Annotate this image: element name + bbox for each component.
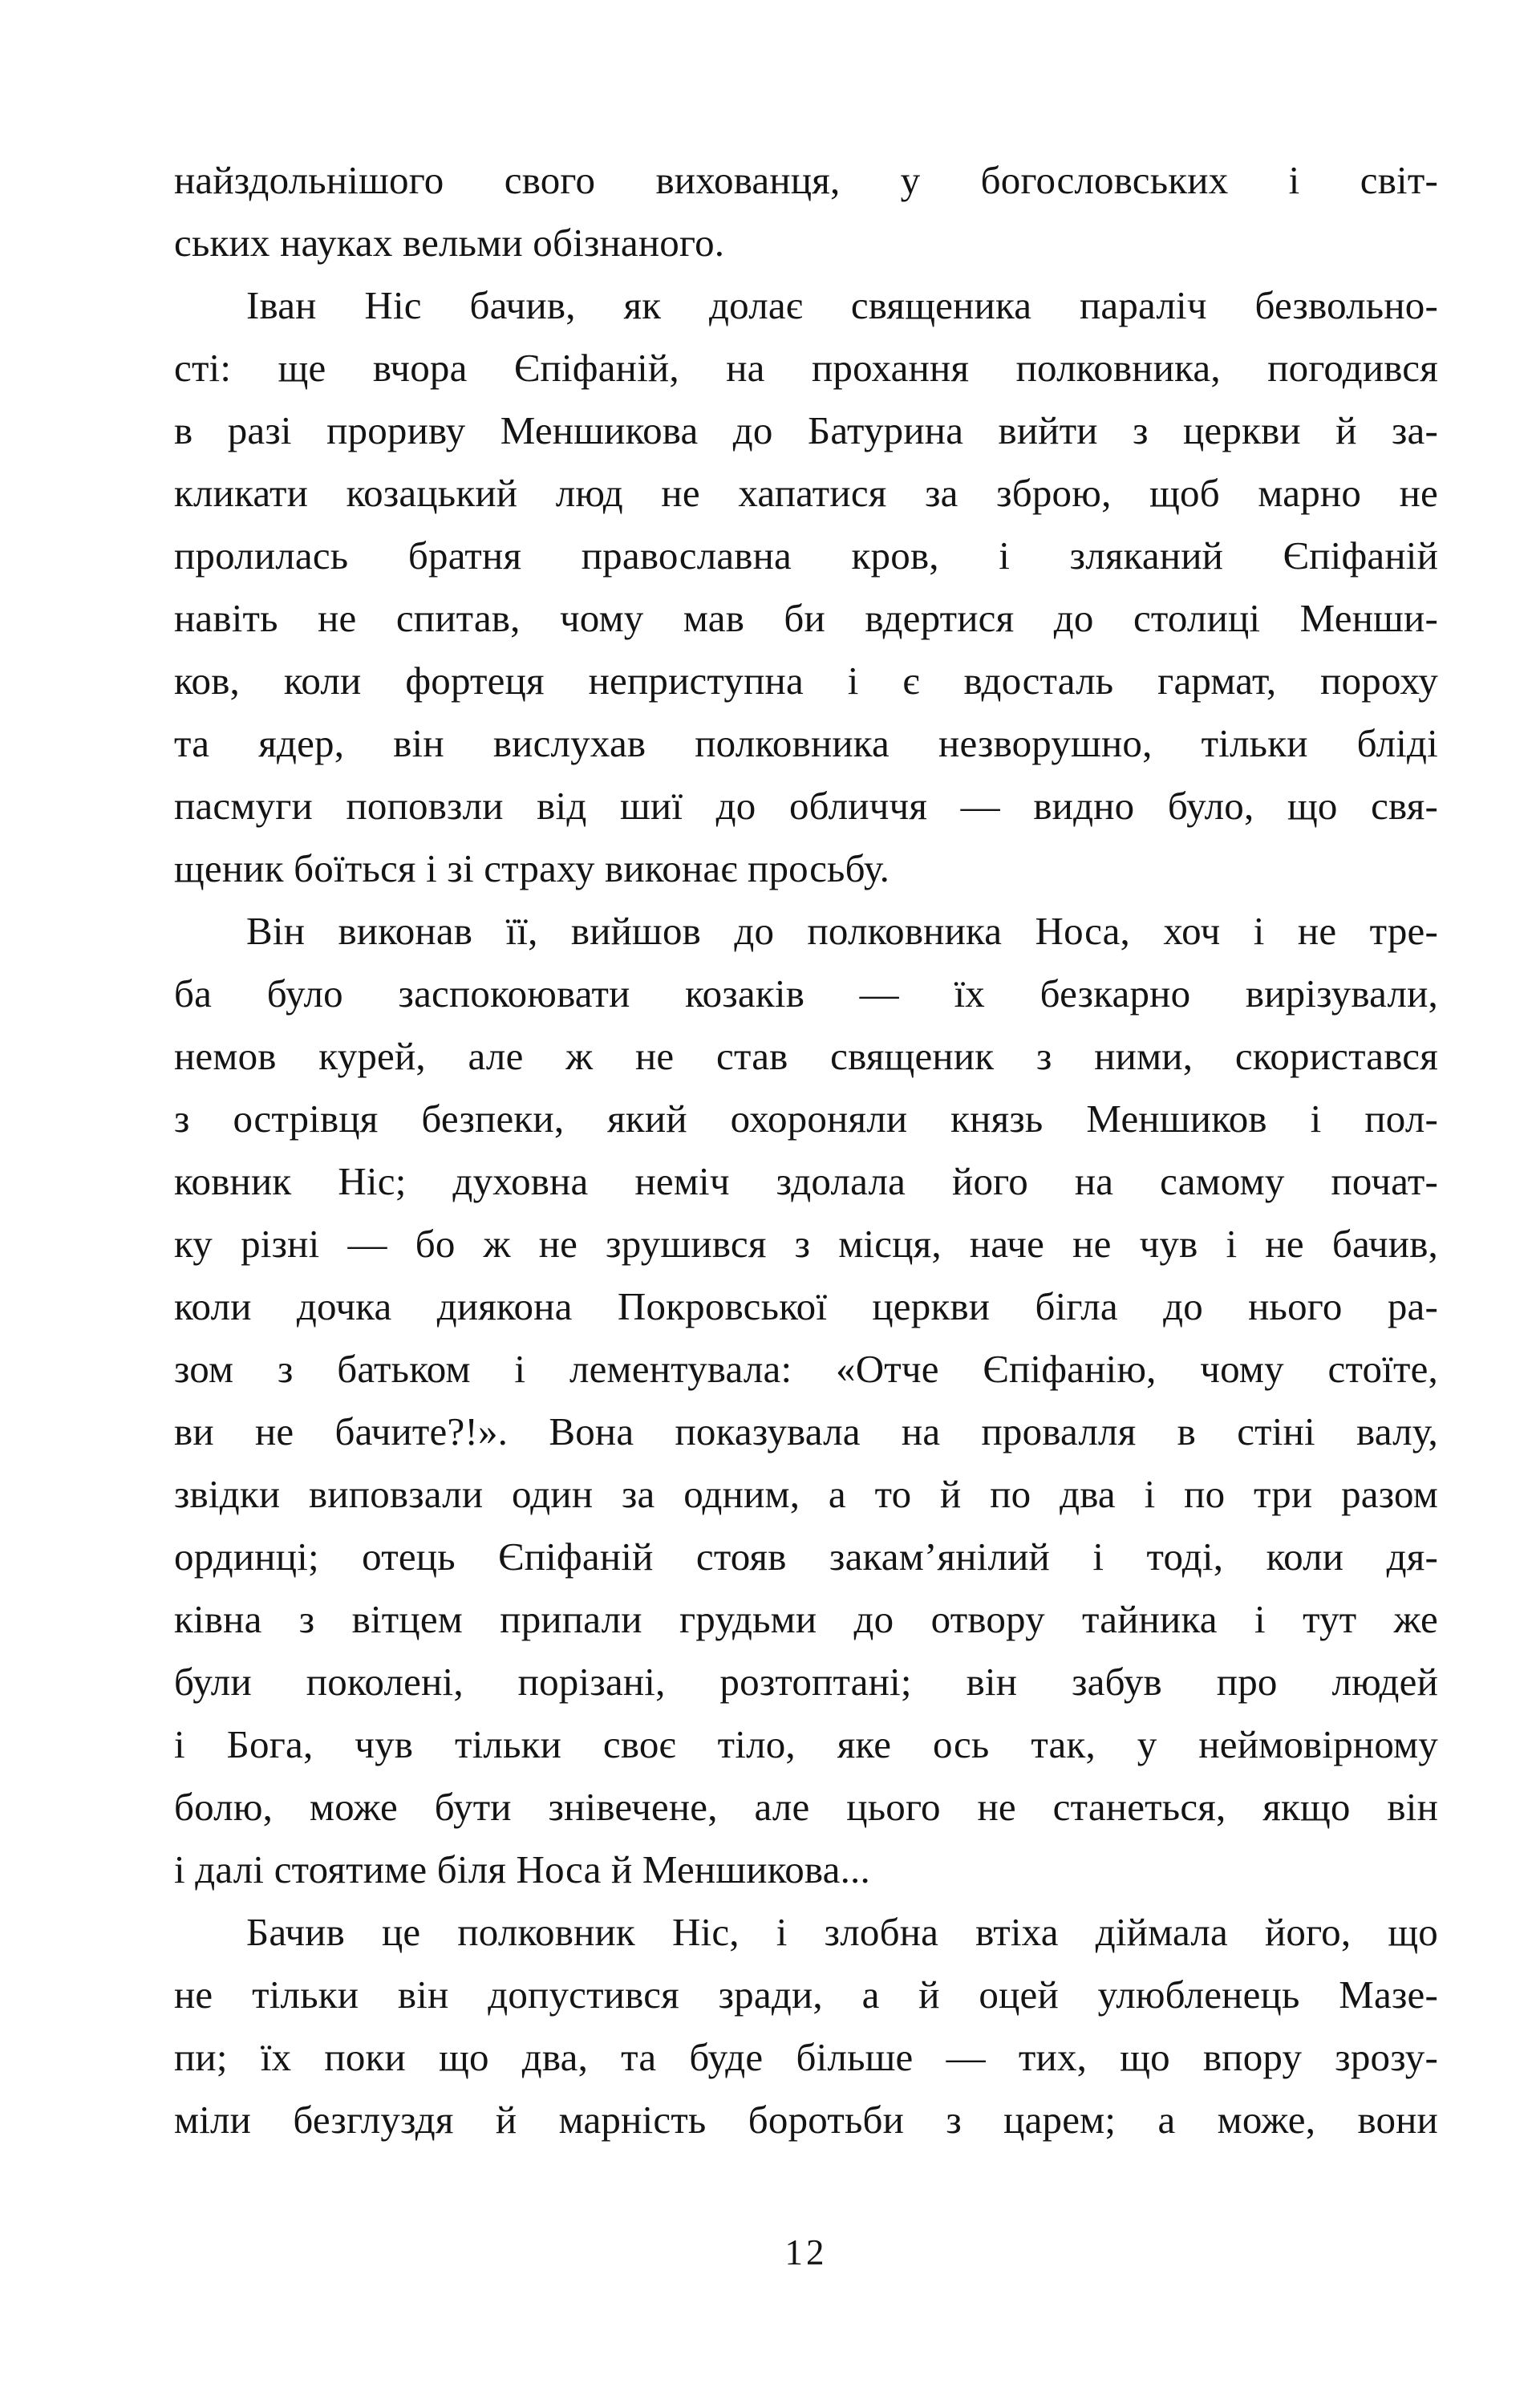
- text-line: ординці; отець Єпіфаній стояв закам’янілий і тоді, коли дя-: [174, 1535, 1438, 1579]
- text-line: ковник Ніс; духовна неміч здолала його на самому почат-: [174, 1159, 1438, 1203]
- text-line: Він виконав її, вийшов до полковника Носа, хоч і не тре-: [246, 909, 1438, 953]
- text-line: пи; їх поки що два, та буде більше — тих, що впору зрозу-: [174, 2035, 1438, 2079]
- text-line: навіть не спитав, чому мав би вдертися до столиці Менши-: [174, 596, 1438, 640]
- text-line: немов курей, але ж не став священик з ними, скористався: [174, 1034, 1438, 1078]
- page-number: 12: [784, 2232, 828, 2272]
- text-line: і далі стоятиме біля Носа й Меншикова...: [174, 1847, 870, 1891]
- text-line: щеник боїться і зі страху виконає просьбу.: [174, 846, 890, 890]
- text-line: Іван Ніс бачив, як долає священика параліч безвольно-: [246, 283, 1438, 327]
- text-line: і Бога, чув тільки своє тіло, яке ось так, у неймовірному: [174, 1722, 1438, 1766]
- text-line: пасмуги поповзли від шиї до обличчя — видно було, що свя-: [174, 784, 1438, 828]
- text-line: сті: ще вчора Єпіфаній, на прохання полковника, погодився: [174, 346, 1438, 390]
- text-line: міли безглуздя й марність боротьби з царем; а може, вони: [174, 2098, 1438, 2142]
- text-line: Бачив це полковник Ніс, і злобна втіха діймала його, що: [246, 1910, 1438, 1954]
- text-line: зом з батьком і лементувала: «Отче Єпіфанію, чому стоїте,: [174, 1347, 1438, 1391]
- text-line: ков, коли фортеця неприступна і є вдосталь гармат, пороху: [174, 659, 1438, 703]
- text-line: ських науках вельми обізнаного.: [174, 221, 725, 265]
- text-line: кликати козацький люд не хапатися за зброю, щоб марно не: [174, 471, 1438, 515]
- text-line: з острівця безпеки, який охороняли князь Меншиков і пол-: [174, 1097, 1438, 1141]
- text-line: коли дочка диякона Покровської церкви бігла до нього ра-: [174, 1284, 1438, 1328]
- text-line: були поколені, порізані, розтоптані; він забув про людей: [174, 1660, 1438, 1704]
- text-line: болю, може бути знівечене, але цього не станеться, якщо він: [174, 1785, 1438, 1829]
- text-line: найздольнішого свого вихованця, у богословських і світ-: [174, 158, 1438, 202]
- text-line: та ядер, він вислухав полковника незворушно, тільки бліді: [174, 721, 1438, 765]
- text-line: ківна з вітцем припали грудьми до отвору тайника і тут же: [174, 1597, 1438, 1641]
- text-line: ви не бачите?!». Вона показувала на провалля в стіні валу,: [174, 1409, 1438, 1453]
- text-block: [174, 149, 1438, 2151]
- text-line: пролилась братня православна кров, і зляканий Єпіфаній: [174, 533, 1438, 578]
- text-line: в разі прориву Меншикова до Батурина вийти з церкви й за-: [174, 408, 1438, 452]
- text-line: звідки виповзали один за одним, а то й по два і по три разом: [174, 1472, 1438, 1516]
- text-line: ку різні — бо ж не зрушився з місця, наче не чув і не бачив,: [174, 1222, 1438, 1266]
- text-line: не тільки він допустився зради, а й оцей улюбленець Мазе-: [174, 1972, 1438, 2017]
- text-line: ба було заспокоювати козаків — їх безкарно вирізували,: [174, 971, 1438, 1016]
